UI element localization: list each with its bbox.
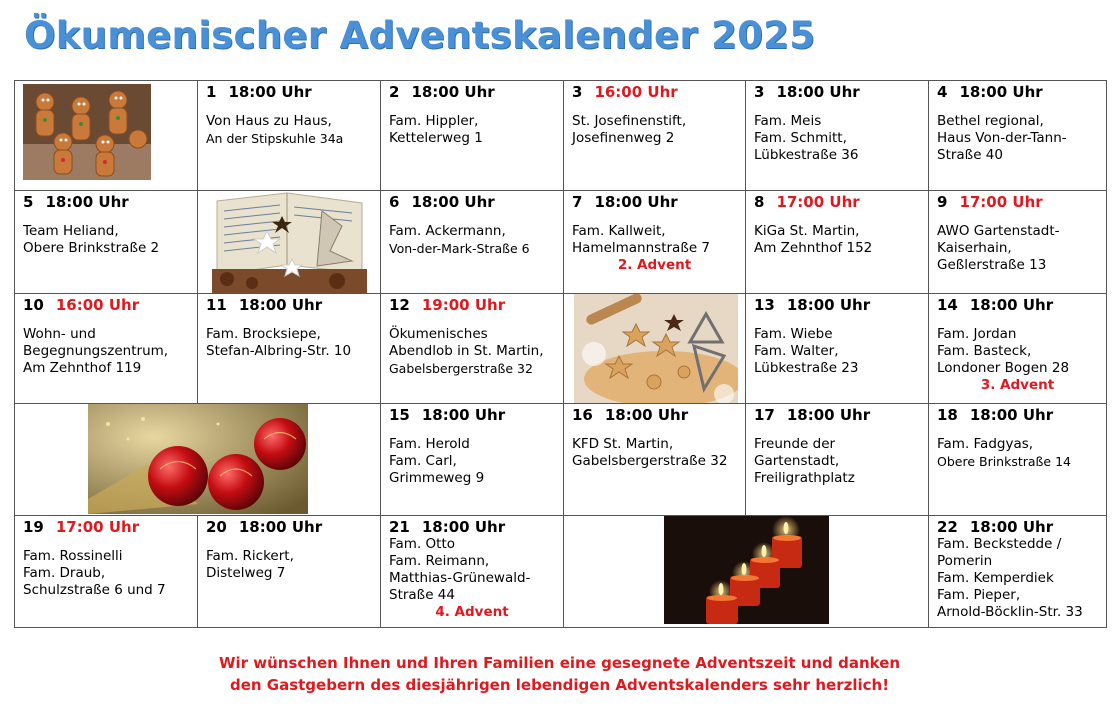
day-number: 16: [572, 406, 593, 424]
address-line: Von-der-Mark-Straße 6: [389, 241, 530, 256]
host-line: KFD St. Martin,: [572, 436, 674, 452]
day-number: 7: [572, 193, 583, 211]
day-number: 14: [937, 296, 958, 314]
day-cell: [929, 404, 1107, 516]
day-number: 15: [389, 406, 410, 424]
host-line: Begegnungszentrum,: [23, 343, 169, 359]
day-number: 17: [754, 406, 775, 424]
day-number: 3: [754, 83, 765, 101]
day-cell: [198, 81, 381, 191]
day-number: 1: [206, 83, 217, 101]
day-cell: [564, 81, 746, 191]
day-cell: [198, 294, 381, 404]
host-line: AWO Gartenstadt-: [937, 223, 1060, 239]
host-line: Fam. Meis: [754, 113, 822, 129]
event-time: 18:00 Uhr: [421, 406, 506, 424]
calendar-row: [15, 516, 1107, 628]
host-line: Fam. Beckstedde /: [937, 536, 1062, 552]
event-time: 18:00 Uhr: [959, 83, 1043, 101]
day-cell: [929, 81, 1107, 191]
day-cell: [929, 191, 1107, 294]
event-time: 18:00 Uhr: [969, 406, 1054, 424]
day-cell: [929, 516, 1107, 628]
advent-label: 3. Advent: [980, 377, 1055, 393]
day-cell: [381, 404, 564, 516]
host-line: Von Haus zu Haus,: [206, 113, 332, 129]
footer-line: Wir wünschen Ihnen und Ihren Familien eine gesegnete Adventszeit und danken: [218, 654, 901, 672]
event-time: 18:00 Uhr: [786, 296, 871, 314]
day-number: 9: [937, 193, 948, 211]
cookie-baking-image: [574, 294, 738, 404]
address-line: Geßlerstraße 13: [937, 257, 1047, 273]
day-number: 2: [389, 83, 400, 101]
address-line: Lübkestraße 23: [754, 360, 859, 376]
day-number: 3: [572, 83, 583, 101]
address-line: Josefinenweg 2: [572, 130, 675, 146]
day-cell: [746, 294, 929, 404]
address-line: Am Zehnthof 119: [23, 360, 142, 376]
event-time: 17:00 Uhr: [776, 193, 860, 211]
address-line: Kettelerweg 1: [389, 130, 483, 146]
day-cell: [929, 294, 1107, 404]
host-line: Fam. Draub,: [23, 565, 106, 581]
footer-line: den Gastgebern des diesjährigen lebendigen Adventskalenders sehr herzlich!: [229, 676, 890, 694]
event-time: 18:00 Uhr: [238, 296, 323, 314]
address-line: Stefan-Albring-Str. 10: [206, 343, 352, 359]
host-line: Fam. Fadgyas,: [937, 436, 1034, 452]
host-line: Fam. Walter,: [754, 343, 839, 359]
day-number: 8: [754, 193, 765, 211]
host-line: Fam. Ackermann,: [389, 223, 506, 239]
book-with-spices-image: [212, 191, 367, 293]
address-line: Obere Brinkstraße 2: [23, 240, 160, 256]
calendar-row: [15, 404, 1107, 516]
day-cell: [564, 191, 746, 294]
advent-label: 4. Advent: [435, 604, 509, 620]
baking-picture-cell: [564, 294, 746, 404]
day-cell: [564, 404, 746, 516]
host-line: Gartenstadt,: [754, 453, 840, 469]
event-time: 18:00 Uhr: [411, 83, 495, 101]
day-number: 13: [754, 296, 775, 314]
host-line: Fam. Kemperdiek: [937, 570, 1054, 586]
event-time: 18:00 Uhr: [228, 83, 312, 101]
event-time: 17:00 Uhr: [55, 518, 140, 536]
address-line: Matthias-Grünewald-: [389, 570, 531, 586]
footer-message: [0, 652, 1119, 696]
host-line: Bethel regional,: [937, 113, 1044, 129]
host-line: Fam. Pieper,: [937, 587, 1021, 603]
address-line: An der Stipskuhle 34a: [206, 131, 344, 146]
advent-label: 2. Advent: [617, 257, 692, 273]
baubles-picture-cell: [15, 404, 381, 516]
event-time: 18:00 Uhr: [238, 518, 323, 536]
host-line: Fam. Basteck,: [937, 343, 1032, 359]
address-line: Obere Brinkstraße 14: [937, 454, 1071, 469]
host-line: KiGa St. Martin,: [754, 223, 860, 239]
host-line: Freunde der: [754, 436, 836, 452]
host-line: Abendlob in St. Martin,: [389, 343, 544, 359]
day-cell: [15, 516, 198, 628]
day-cell: [746, 404, 929, 516]
event-time: 18:00 Uhr: [421, 518, 506, 536]
host-line: Wohn- und: [23, 326, 96, 342]
address-line: Freiligrathplatz: [754, 470, 855, 486]
host-line: Team Heliand,: [23, 223, 119, 239]
book-spices-picture-cell: [198, 191, 381, 294]
address-line: Haus Von-der-Tann-: [937, 130, 1067, 146]
host-line: Pomerin: [937, 553, 993, 569]
address-line: Gabelsbergerstraße 32: [572, 453, 728, 469]
event-time: 18:00 Uhr: [411, 193, 495, 211]
day-cell: [198, 516, 381, 628]
host-line: Fam. Schmitt,: [754, 130, 847, 146]
christmas-baubles-image: [88, 404, 308, 514]
day-number: 10: [23, 296, 44, 314]
day-number: 18: [937, 406, 958, 424]
event-time: 18:00 Uhr: [45, 193, 129, 211]
day-number: 6: [389, 193, 400, 211]
host-line: Kaiserhain,: [937, 240, 1012, 256]
day-number: 5: [23, 193, 34, 211]
address-line: Hamelmannstraße 7: [572, 240, 711, 256]
advent-calendar-table: [14, 80, 1107, 628]
host-line: Fam. Reimann,: [389, 553, 490, 569]
address-line: Schulzstraße 6 und 7: [23, 582, 166, 598]
day-number: 21: [389, 518, 410, 536]
day-cell: [746, 191, 929, 294]
event-time: 16:00 Uhr: [594, 83, 678, 101]
gingerbread-cookies-image: [23, 84, 151, 180]
address-line: Straße 40: [937, 147, 1003, 163]
calendar-row: [15, 191, 1107, 294]
host-line: Ökumenisches: [389, 326, 488, 342]
host-line: Fam. Otto: [389, 536, 456, 552]
address-line: Straße 44: [389, 587, 455, 603]
event-time: 18:00 Uhr: [969, 296, 1054, 314]
host-line: Fam. Rickert,: [206, 548, 294, 564]
address-line: Grimmeweg 9: [389, 470, 485, 486]
day-cell: [381, 516, 564, 628]
event-time: 18:00 Uhr: [594, 193, 678, 211]
host-line: Fam. Carl,: [389, 453, 457, 469]
day-cell: [381, 294, 564, 404]
event-time: 18:00 Uhr: [776, 83, 860, 101]
day-number: 11: [206, 296, 227, 314]
day-number: 12: [389, 296, 410, 314]
candles-picture-cell: [564, 516, 929, 628]
host-line: St. Josefinenstift,: [572, 113, 687, 129]
host-line: Fam. Rossinelli: [23, 548, 123, 564]
address-line: Gabelsbergerstraße 32: [389, 361, 533, 376]
host-line: Fam. Herold: [389, 436, 470, 452]
event-time: 18:00 Uhr: [786, 406, 871, 424]
day-number: 20: [206, 518, 227, 536]
advent-candles-image: [664, 516, 829, 624]
event-time: 16:00 Uhr: [55, 296, 140, 314]
address-line: Arnold-Böcklin-Str. 33: [937, 604, 1083, 620]
day-number: 19: [23, 518, 44, 536]
event-time: 18:00 Uhr: [969, 518, 1054, 536]
day-cell: [15, 294, 198, 404]
host-line: Fam. Wiebe: [754, 326, 833, 342]
host-line: Fam. Hippler,: [389, 113, 479, 129]
day-cell: [15, 191, 198, 294]
address-line: Am Zehnthof 152: [754, 240, 873, 256]
host-line: Fam. Brocksiepe,: [206, 326, 321, 342]
gingerbread-picture-cell: [15, 81, 198, 191]
event-time: 18:00 Uhr: [604, 406, 689, 424]
address-line: Londoner Bogen 28: [937, 360, 1070, 376]
event-time: 17:00 Uhr: [959, 193, 1043, 211]
address-line: Lübkestraße 36: [754, 147, 859, 163]
day-number: 22: [937, 518, 958, 536]
day-cell: [381, 81, 564, 191]
host-line: Fam. Kallweit,: [572, 223, 666, 239]
calendar-row: [15, 81, 1107, 191]
event-time: 19:00 Uhr: [421, 296, 506, 314]
page-title: Ökumenischer Adventskalender 2025: [24, 14, 816, 57]
host-line: Fam. Jordan: [937, 326, 1017, 342]
day-cell: [381, 191, 564, 294]
day-cell: [746, 81, 929, 191]
day-number: 4: [937, 83, 948, 101]
calendar-row: [15, 294, 1107, 404]
address-line: Distelweg 7: [206, 565, 286, 581]
